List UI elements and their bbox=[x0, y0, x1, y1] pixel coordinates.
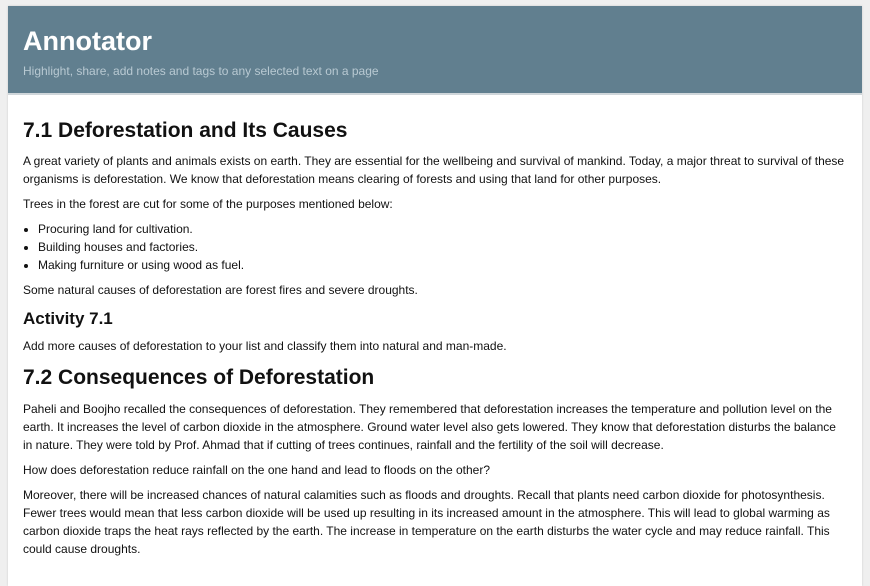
activity-heading[interactable]: Activity 7.1 bbox=[23, 309, 113, 328]
paragraph[interactable]: Some natural causes of deforestation are forest fires and severe droughts. bbox=[23, 283, 418, 297]
list-item[interactable]: • Building houses and factories. bbox=[38, 238, 847, 256]
paragraph[interactable]: Add more causes of deforestation to your list and classify them into natural and man-made. bbox=[23, 339, 507, 353]
paragraph[interactable]: How does deforestation reduce rainfall on the one hand and lead to floods on the other? bbox=[23, 463, 490, 477]
article-content[interactable] bbox=[8, 119, 862, 558]
paragraph[interactable]: A great variety of plants and animals exists on earth. They are essential for the wellbeing and survival of mankind. Today, a major threat to survival of these organisms is deforestation. We know that deforestation means clearing of forests and using that land for other purposes. bbox=[23, 154, 845, 186]
purposes-list bbox=[23, 220, 847, 274]
list-item[interactable]: • Procuring land for cultivation. bbox=[38, 220, 847, 238]
app-title: Annotator bbox=[23, 26, 152, 56]
paragraph[interactable]: Paheli and Boojho recalled the consequences of deforestation. They remembered that deforestation increases the temperature and pollution level on the earth. It increases the level of carbon dioxide in the atmosphere. Ground water level also gets lowered. They know that deforestation disturbs the balance in nature. They were told by Prof. Ahmad that if cutting of trees continues, rainfall and the fertility of the soil will decrease. bbox=[23, 402, 836, 452]
app-subtitle: Highlight, share, add notes and tags to any selected text on a page bbox=[23, 64, 379, 78]
section-heading-consequences[interactable]: 7.2 Consequences of Deforestation bbox=[23, 366, 375, 389]
section-heading-deforestation-causes[interactable]: 7.1 Deforestation and Its Causes bbox=[23, 119, 348, 142]
paragraph[interactable]: Moreover, there will be increased chances of natural calamities such as floods and droughts. Recall that plants need carbon dioxide for photosynthesis. Fewer trees would mean that less carbon dioxide will be used up resulting in its increased amount in the atmosphere. This will lead to global warming as carbon dioxide traps the heat rays reflected by the earth. The increase in temperature on the earth disturbs the water cycle and may reduce rainfall. This could cause droughts. bbox=[23, 488, 830, 556]
paragraph[interactable]: Trees in the forest are cut for some of the purposes mentioned below: bbox=[23, 197, 393, 211]
page-frame bbox=[8, 6, 862, 586]
app-header bbox=[8, 6, 862, 95]
list-item[interactable]: • Making furniture or using wood as fuel. bbox=[38, 256, 847, 274]
